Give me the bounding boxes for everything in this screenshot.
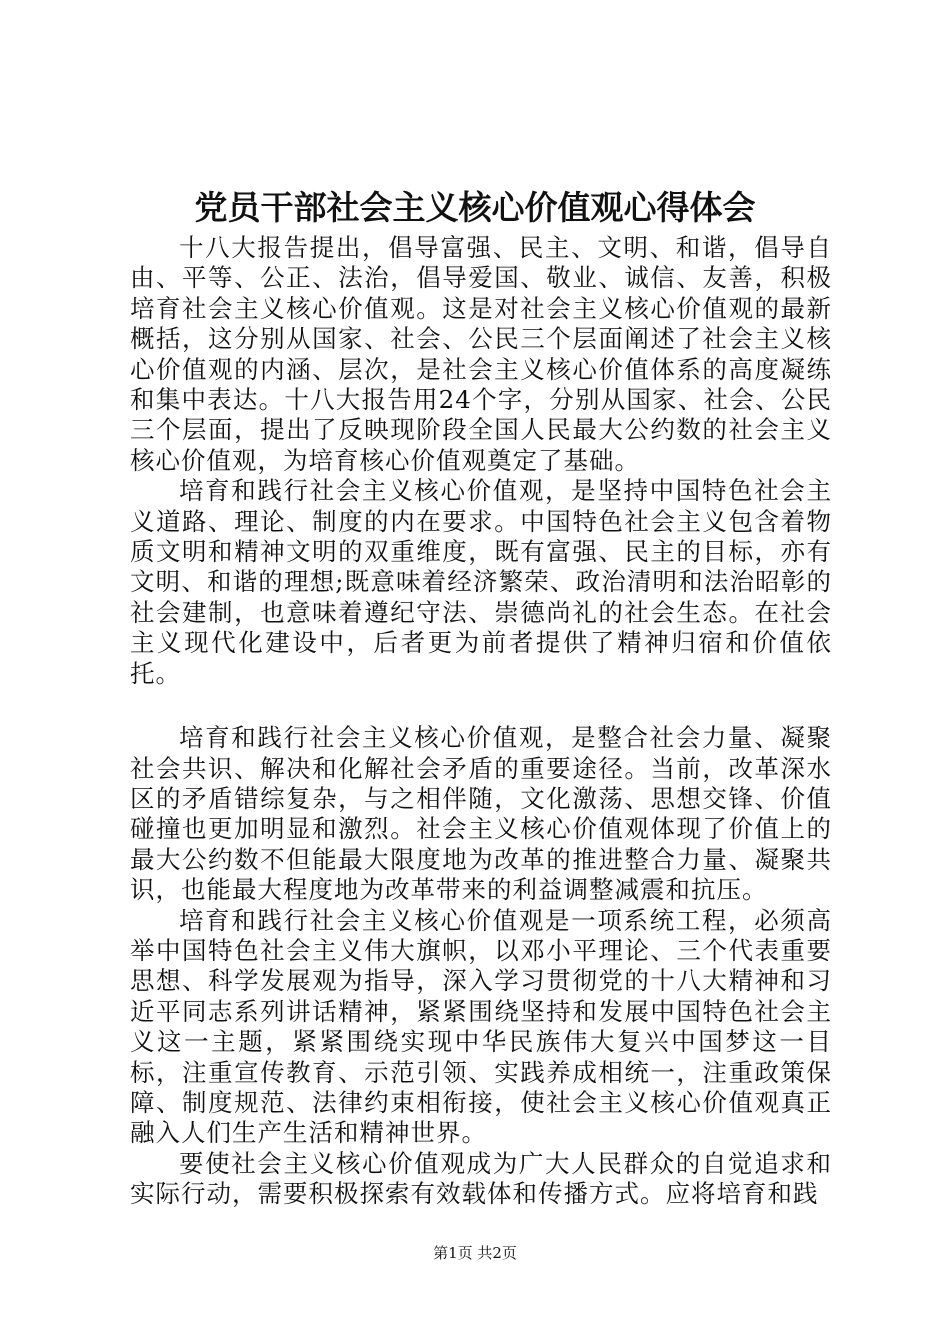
document-body xyxy=(130,233,832,1210)
page-footer: 第1页 共2页 xyxy=(433,1244,517,1262)
paragraph-4: 培育和践行社会主义核心价值观是一项系统工程，必须高举中国特色社会主义伟大旗帜，以邓小平理论、三个代表重要思想、科学发展观为指导，深入学习贯彻党的十八大精神和习近平同志系列讲话精神，紧紧围绕坚持和发展中国特色社会主义这一主题，紧紧围绕实现中华民族伟大复兴中国梦这一目标，注重宣传教育、示范引领、实践养成相统一，注重政策保障、制度规范、法律约束相衔接，使社会主义核心价值观真正融入人们生产生活和精神世界。 xyxy=(130,905,832,1148)
paragraph-2: 培育和践行社会主义核心价值观，是坚持中国特色社会主义道路、理论、制度的内在要求。中国特色社会主义包含着物质文明和精神文明的双重维度，既有富强、民主的目标，亦有文明、和谐的理想;既意味着经济繁荣、政治清明和法治昭彰的社会建制，也意味着遵纪守法、崇德尚礼的社会生态。在社会主义现代化建设中，后者更为前者提供了精神归宿和价值依托。 xyxy=(130,476,832,688)
document-title: 党员干部社会主义核心价值观心得体会 xyxy=(194,188,756,227)
paragraph-5: 要使社会主义核心价值观成为广大人民群众的自觉追求和实际行动，需要积极探索有效载体和传播方式。应将培育和践 xyxy=(130,1148,832,1209)
paragraph-1: 十八大报告提出，倡导富强、民主、文明、和谐，倡导自由、平等、公正、法治，倡导爱国、敬业、诚信、友善，积极培育社会主义核心价值观。这是对社会主义核心价值观的最新概括，这分别从国家、社会、公民三个层面阐述了社会主义核心价值观的内涵、层次，是社会主义核心价值体系的高度凝练和集中表达。十八大报告用24个字，分别从国家、社会、公民三个层面，提出了反映现阶段全国人民最大公约数的社会主义核心价值观，为培育核心价值观奠定了基础。 xyxy=(130,233,832,475)
paragraph-3: 培育和践行社会主义核心价值观，是整合社会力量、凝聚社会共识、解决和化解社会矛盾的重要途径。当前，改革深水区的矛盾错综复杂，与之相伴随，文化激荡、思想交锋、价值碰撞也更加明显和激烈。社会主义核心价值观体现了价值上的最大公约数不但能最大限度地为改革的推进整合力量、凝聚共识，也能最大程度地为改革带来的利益调整减震和抗压。 xyxy=(130,723,832,905)
